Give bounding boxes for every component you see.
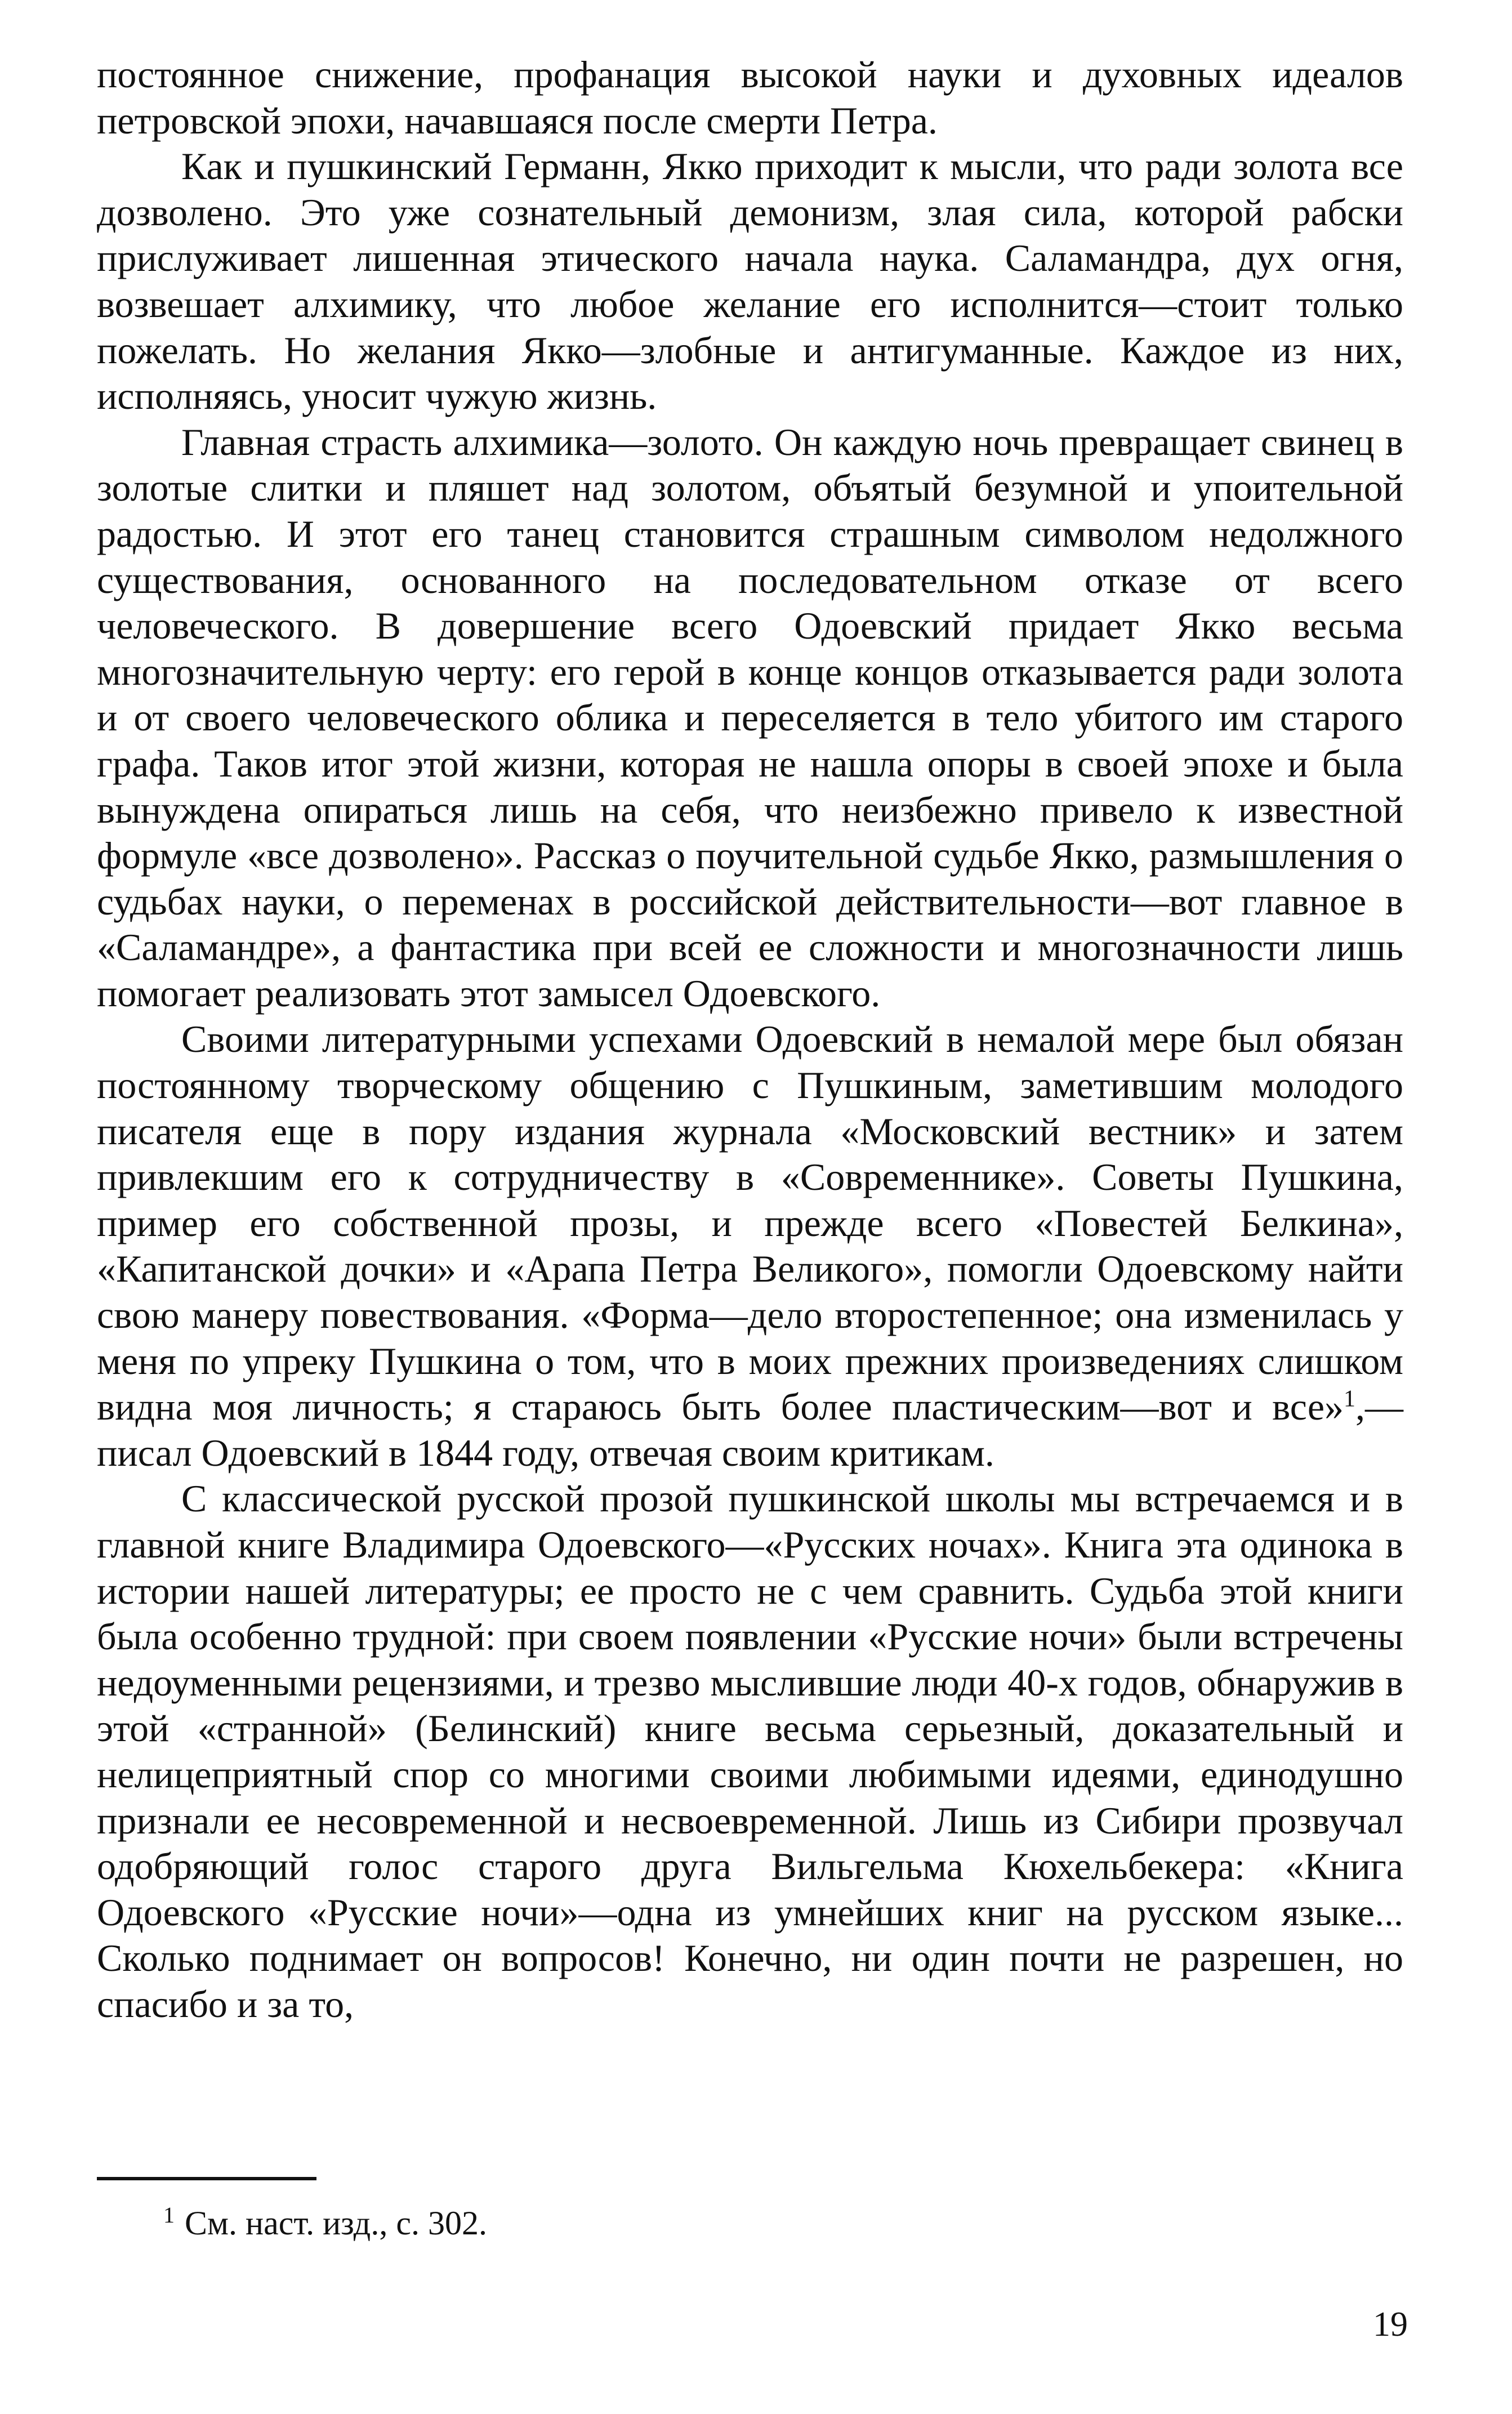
page-number: 19: [1373, 2305, 1408, 2344]
paragraph-4: [97, 1016, 1403, 1476]
footnote-text: См. наст. изд., с. 302.: [185, 2205, 487, 2242]
footnote: [163, 2203, 487, 2243]
footnote-reference: 1: [1344, 1386, 1355, 1412]
paragraph-1: постоянное снижение, профанация высокой науки и духовных идеалов петровской эпохи, начавшаяся после смерти Петра.: [97, 53, 1403, 142]
paragraph-4-text: Своими литературными успехами Одоевский в немалой мере был обязан постоянному творческому общению с Пушкиным, заметившим молодого писателя еще в пору издания журнала «Московский вестник» и затем привлекшим его к сотрудничеству в «Современнике». Советы Пушкина, пример его собственной прозы, и прежде всего «Повестей Белкина», «Капитанской дочки» и «Арапа Петра Великого», помогли Одоевскому найти свою манеру повествования. «Форма—дело второстепенное; она изменилась у меня по упреку Пушкина о том, что в моих прежних произведениях слишком видна моя личность; я стараюсь быть более пластическим—вот и все»: [97, 1018, 1403, 1429]
main-text: [97, 52, 1403, 2028]
paragraph-4-tail: ,—писал Одоевский в 1844 году, отвечая своим критикам.: [97, 1385, 1403, 1474]
paragraph-2: Как и пушкинский Германн, Якко приходит к мысли, что ради золота все дозволено. Это уже сознательный демонизм, злая сила, которой рабски прислуживает лишенная этического начала наука. Саламандра, дух огня, возвешает алхимику, что любое желание его исполнится—стоит только пожелать. Но желания Якко—злобные и антигуманные. Каждое из них, исполняясь, уносит чужую жизнь.: [97, 145, 1403, 418]
paragraph-3: Главная страсть алхимика—золото. Он каждую ночь превращает свинец в золотые слитки и пляшет над золотом, объятый безумной и упоительной радостью. И этот его танец становится страшным символом недолжного существования, основанного на последовательном отказе от всего человеческого. В довершение всего Одоевский придает Якко весьма многозначительную черту: его герой в конце концов отказывается ради золота и от своего человеческого облика и переселяется в тело убитого им старого графа. Таков итог этой жизни, которая не нашла опоры в своей эпохе и была вынуждена опираться лишь на себя, что неизбежно привело к известной формуле «все дозволено». Рассказ о поучительной судьбе Якко, размышления о судьбах науки, о переменах в российской действительности—вот главное в «Саламандре», а фантастика при всей ее сложности и многозначности лишь помогает реализовать этот замысел Одоевского.: [97, 420, 1403, 1015]
paragraph-5: С классической русской прозой пушкинской школы мы встречаемся и в главной книге Владимира Одоевского—«Русских ночах». Книга эта одинока в истории нашей литературы; ее просто не с чем сравнить. Судьба этой книги была особенно трудной: при своем появлении «Русские ночи» были встречены недоуменными рецензиями, и трезво мыслившие люди 40-х годов, обнаружив в этой «странной» (Белинский) книге весьма серьезный, доказательный и нелицеприятный спор со многими своими любимыми идеями, единодушно признали ее несовременной и несвоевременной. Лишь из Сибири прозвучал одобряющий голос старого друга Вильгельма Кюхельбекера: «Книга Одоевского «Русские ночи»—одна из умнейших книг на русском языке... Сколько поднимает он вопросов! Конечно, ни один почти не разрешен, но спасибо и за то,: [97, 1477, 1403, 2025]
footnote-mark: 1: [163, 2202, 175, 2228]
footnote-separator: [97, 2177, 316, 2180]
